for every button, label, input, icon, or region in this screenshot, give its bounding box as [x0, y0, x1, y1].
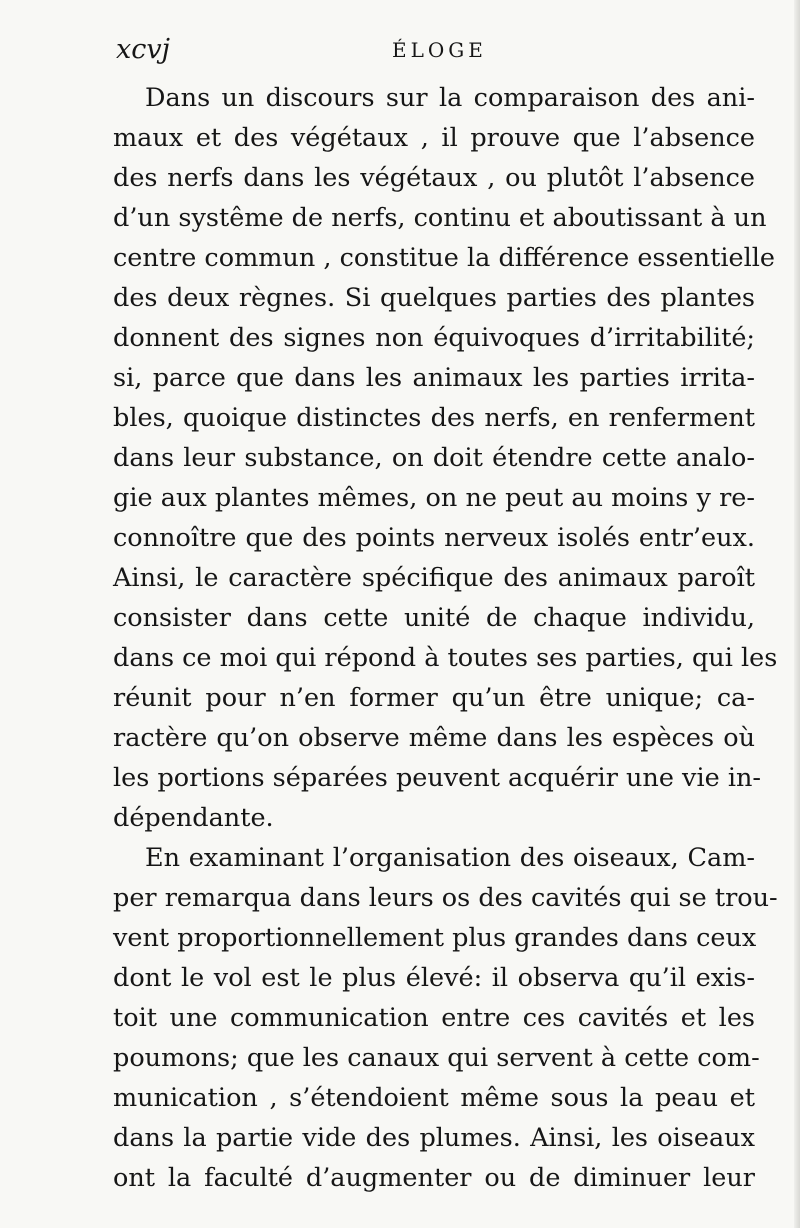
text-line: poumons; que les canaux qui servent à cette com-	[113, 1043, 760, 1073]
text-line: munication , s’étendoient même sous la peau et	[113, 1083, 755, 1113]
text-line: vent proportionnellement plus grandes dans ceux	[113, 923, 757, 953]
running-head: ÉLOGE	[392, 38, 487, 62]
text-line: des deux règnes. Si quelques parties des plantes	[113, 283, 755, 313]
text-line: toit une communication entre ces cavités et les	[113, 1003, 755, 1033]
page-header	[116, 30, 756, 66]
text-line: ractère qu’on observe même dans les espèces où	[113, 723, 755, 753]
text-line: dans ce moi qui répond à toutes ses parties, qui les	[113, 643, 778, 673]
text-line: réunit pour n’en former qu’un être unique; ca-	[113, 683, 755, 713]
text-line: bles, quoique distinctes des nerfs, en renferment	[113, 403, 755, 433]
page-number: xcvj	[116, 34, 170, 65]
text-line: dans la partie vide des plumes. Ainsi, les oiseaux	[113, 1123, 755, 1153]
text-line: dépendante.	[113, 803, 274, 833]
text-line: ont la faculté d’augmenter ou de diminuer leur	[113, 1163, 755, 1193]
body-text	[113, 78, 778, 1198]
text-line: centre commun , constitue la différence essentielle	[113, 243, 776, 273]
text-line: d’un systême de nerfs, continu et aboutissant à un	[113, 203, 767, 233]
text-line: dans leur substance, on doit étendre cette analo-	[113, 443, 755, 473]
text-line: En examinant l’organisation des oiseaux, Cam-	[145, 843, 755, 873]
text-line: Ainsi, le caractère spécifique des animaux paroît	[113, 563, 755, 593]
text-line: gie aux plantes mêmes, on ne peut au moins y re-	[113, 483, 755, 513]
text-line: connoître que des points nerveux isolés entr’eux.	[113, 523, 755, 553]
text-line: per remarqua dans leurs os des cavités qui se trou-	[113, 883, 778, 913]
page-edge	[794, 0, 800, 1228]
text-line: des nerfs dans les végétaux , ou plutôt l’absence	[113, 163, 755, 193]
text-line: maux et des végétaux , il prouve que l’absence	[113, 123, 755, 153]
text-line: si, parce que dans les animaux les parties irrita-	[113, 363, 755, 393]
text-line: consister dans cette unité de chaque individu,	[113, 603, 755, 633]
text-line: les portions séparées peuvent acquérir une vie in-	[113, 763, 762, 793]
text-line: Dans un discours sur la comparaison des ani-	[145, 83, 755, 113]
text-line: donnent des signes non équivoques d’irritabilité;	[113, 323, 755, 353]
text-line: dont le vol est le plus élevé: il observa qu’il exis-	[113, 963, 755, 993]
